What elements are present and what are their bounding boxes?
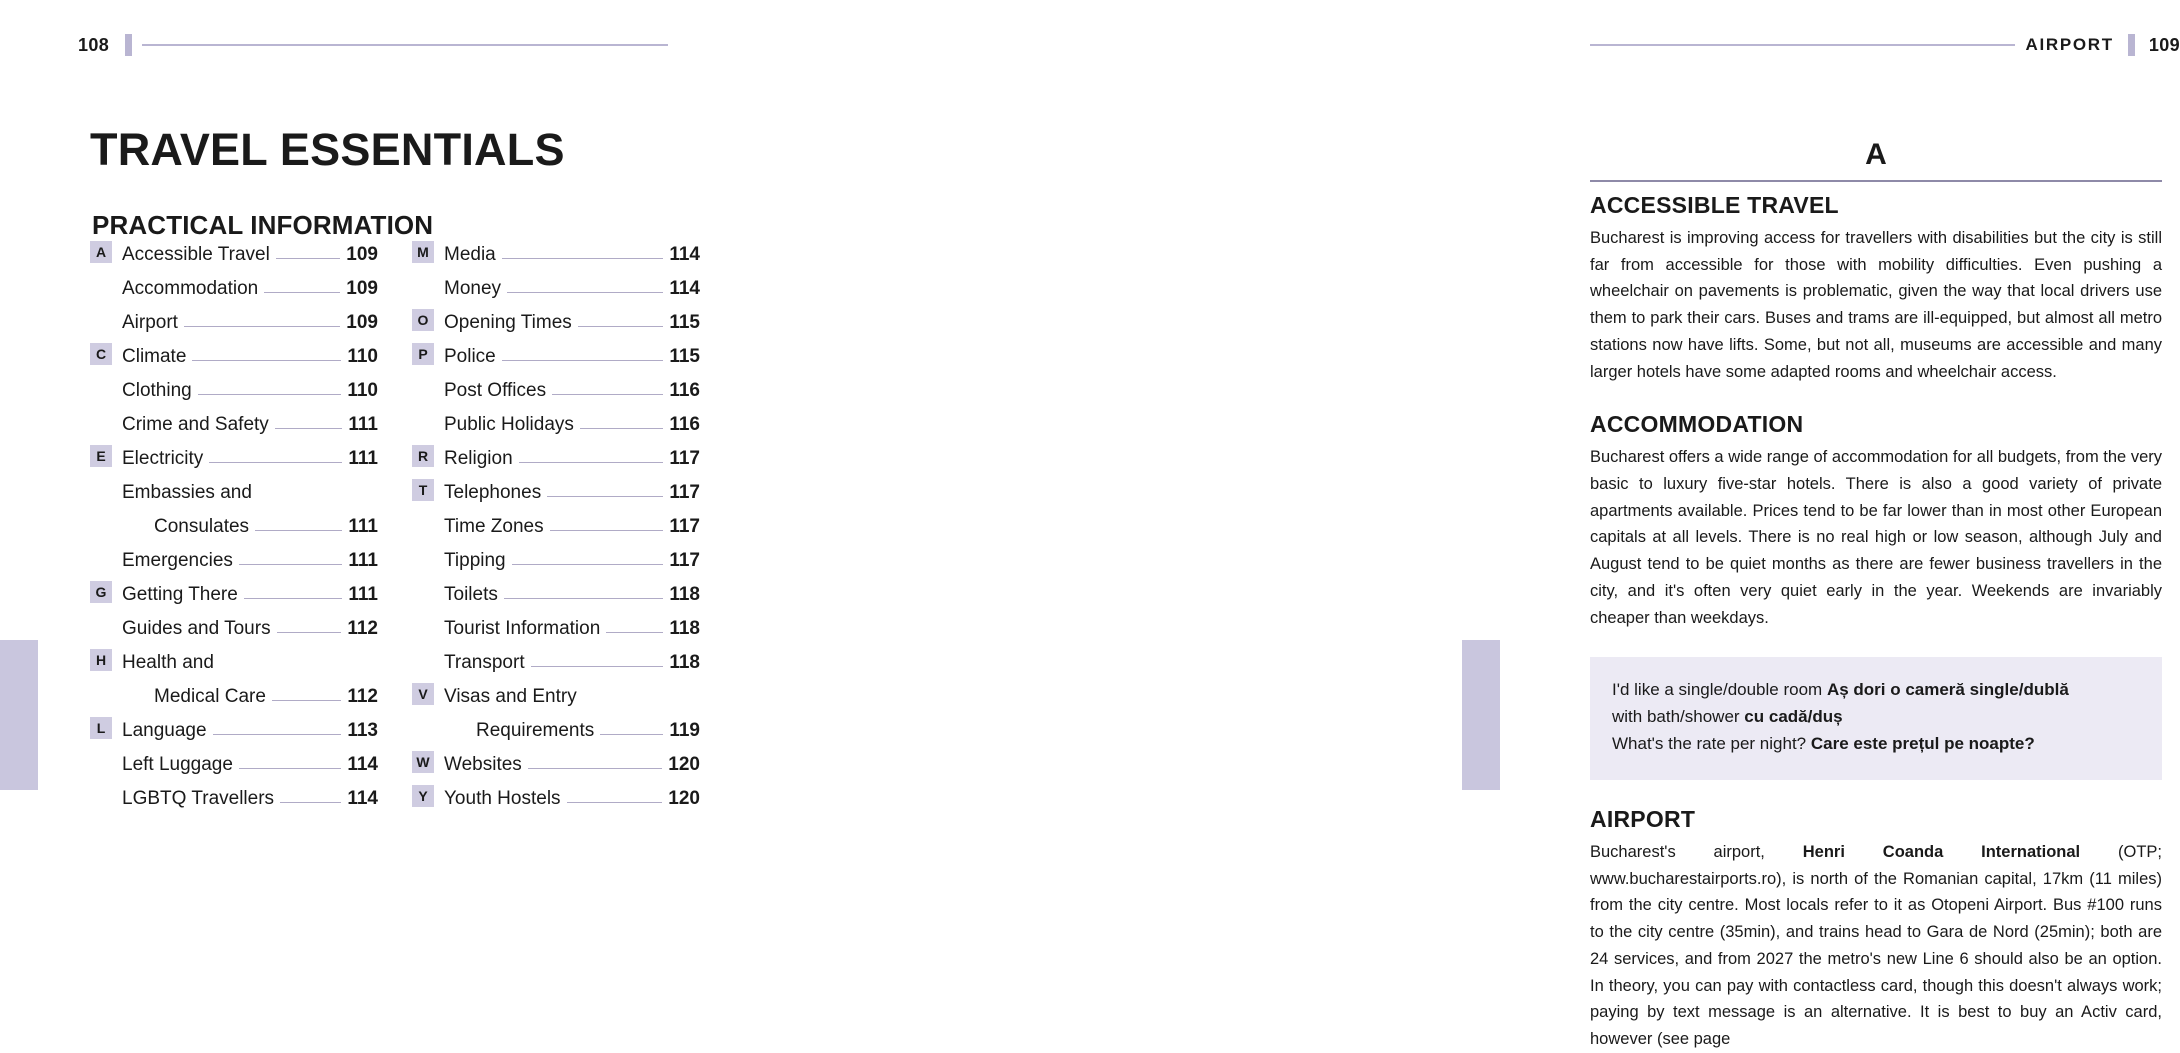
toc-entry[interactable] — [90, 470, 378, 504]
toc-letter-badge: H — [90, 649, 112, 671]
toc-leader-rule — [507, 292, 663, 293]
toc-entry-page: 110 — [347, 346, 378, 367]
toc-entry[interactable] — [412, 300, 700, 334]
toc-entry-label: Requirements — [476, 720, 595, 741]
toc-entry-page: 116 — [669, 414, 700, 435]
toc-entry-page: 117 — [669, 448, 700, 469]
toc-entry[interactable] — [412, 708, 700, 742]
toc-entry-page: 109 — [346, 244, 378, 265]
section-heading-accessible-travel: ACCESSIBLE TRAVEL — [1590, 192, 1839, 218]
toc-entry[interactable] — [90, 776, 378, 810]
toc-leader-rule — [272, 700, 341, 701]
toc-letter-spacer — [412, 513, 434, 535]
right-running-header — [1590, 34, 2180, 56]
toc-entry-label: Left Luggage — [122, 754, 233, 775]
toc-entry[interactable] — [412, 572, 700, 606]
toc-leader-rule — [255, 530, 342, 531]
toc-letter-spacer — [90, 411, 112, 433]
toc-entry-page: 111 — [348, 414, 378, 435]
toc-entry-page: 117 — [669, 516, 700, 537]
toc-entry[interactable] — [412, 504, 700, 538]
phrase-romanian: Care este prețul pe noapte? — [1810, 734, 2035, 754]
toc-leader-rule — [184, 326, 340, 327]
right-page — [750, 0, 2180, 1048]
table-of-contents — [90, 232, 700, 810]
toc-letter-badge: T — [412, 479, 434, 501]
toc-entry-page: 120 — [668, 754, 700, 775]
left-page — [0, 0, 750, 1029]
toc-letter-spacer — [412, 377, 434, 399]
toc-entry-label: Climate — [122, 346, 187, 367]
toc-entry[interactable] — [90, 538, 378, 572]
page-title: TRAVEL ESSENTIALS — [90, 124, 565, 176]
letter-heading-rule — [1590, 180, 2162, 182]
left-running-header — [78, 34, 668, 56]
toc-entry-page: 117 — [669, 550, 700, 571]
toc-entry-label: Health and — [122, 652, 214, 673]
toc-letter-spacer — [412, 275, 434, 297]
toc-entry-page: 112 — [347, 686, 378, 707]
toc-entry-page: 115 — [669, 346, 700, 367]
toc-column-2 — [412, 232, 700, 810]
toc-letter-spacer — [90, 751, 112, 773]
toc-leader-rule — [209, 462, 342, 463]
right-page-body — [1590, 192, 2162, 1053]
phrase-romanian: Aș dori o cameră single/dublă — [1826, 680, 2069, 700]
toc-entry[interactable] — [412, 470, 700, 504]
chapter-name: AIRPORT — [2025, 35, 2114, 54]
toc-entry-page: 117 — [669, 482, 700, 503]
toc-letter-badge: A — [90, 241, 112, 263]
toc-letter-spacer — [90, 309, 112, 331]
toc-entry-label: Airport — [122, 312, 178, 333]
toc-column-1 — [90, 232, 378, 810]
toc-leader-rule — [550, 530, 664, 531]
toc-entry-page: 116 — [669, 380, 700, 401]
toc-letter-spacer — [90, 683, 112, 705]
toc-entry-page: 114 — [669, 244, 700, 265]
header-block-mark — [2128, 34, 2135, 56]
toc-entry[interactable] — [412, 368, 700, 402]
toc-leader-rule — [512, 564, 664, 565]
phrase-english: What's the rate per night? — [1612, 734, 1811, 754]
toc-letter-spacer — [90, 785, 112, 807]
toc-entry-page: 114 — [347, 788, 378, 809]
toc-entry-page: 110 — [347, 380, 378, 401]
toc-letter-spacer — [412, 581, 434, 603]
toc-leader-rule — [275, 428, 343, 429]
toc-letter-badge: P — [412, 343, 434, 365]
toc-leader-rule — [531, 666, 664, 667]
phrase-english: with bath/shower — [1612, 707, 1745, 727]
toc-leader-rule — [277, 632, 342, 633]
toc-entry-label: Crime and Safety — [122, 414, 269, 435]
toc-leader-rule — [552, 394, 663, 395]
toc-entry[interactable] — [412, 538, 700, 572]
toc-leader-rule — [528, 768, 663, 769]
toc-entry-label: Accessible Travel — [122, 244, 270, 265]
toc-entry[interactable] — [412, 436, 700, 470]
toc-entry-label: Time Zones — [444, 516, 544, 537]
toc-entry[interactable] — [412, 674, 700, 708]
toc-entry[interactable] — [90, 742, 378, 776]
toc-entry[interactable] — [90, 572, 378, 606]
toc-leader-rule — [198, 394, 342, 395]
toc-entry-label: Police — [444, 346, 496, 367]
toc-letter-spacer — [90, 513, 112, 535]
toc-letter-badge: G — [90, 581, 112, 603]
toc-entry-label: LGBTQ Travellers — [122, 788, 275, 809]
toc-entry-page: 119 — [669, 720, 700, 741]
toc-entry[interactable] — [90, 436, 378, 470]
phrasebook-box — [1590, 657, 2162, 780]
toc-entry-label: Embassies and — [122, 482, 252, 503]
toc-leader-rule — [213, 734, 342, 735]
toc-leader-rule — [567, 802, 663, 803]
toc-entry[interactable] — [412, 334, 700, 368]
toc-entry-label: Accommodation — [122, 278, 259, 299]
toc-entry[interactable] — [90, 266, 378, 300]
toc-leader-rule — [580, 428, 663, 429]
toc-entry[interactable] — [90, 334, 378, 368]
toc-entry-label: Post Offices — [444, 380, 547, 401]
section-subtitle: PRACTICAL INFORMATION — [92, 209, 434, 240]
toc-entry-page: 111 — [348, 516, 378, 537]
toc-entry-label: Guides and Tours — [122, 618, 271, 639]
toc-leader-rule — [606, 632, 663, 633]
toc-letter-badge: R — [412, 445, 434, 467]
phrase-romanian: cu cadă/duș — [1744, 707, 1843, 727]
toc-entry[interactable] — [412, 606, 700, 640]
header-block-mark — [125, 34, 132, 56]
toc-leader-rule — [502, 258, 664, 259]
right-folio: 109 — [2148, 34, 2180, 55]
toc-entry-label: Electricity — [122, 448, 204, 469]
toc-entry-page: 114 — [347, 754, 378, 775]
toc-entry[interactable] — [90, 708, 378, 742]
toc-entry-page: 109 — [346, 278, 378, 299]
toc-entry-page: 112 — [347, 618, 378, 639]
toc-entry-label: Visas and Entry — [444, 686, 577, 707]
toc-entry-label: Religion — [444, 448, 513, 469]
toc-letter-spacer — [90, 547, 112, 569]
toc-leader-rule — [504, 598, 663, 599]
phrase-line — [1612, 677, 2140, 704]
toc-entry[interactable] — [412, 640, 700, 674]
left-folio: 108 — [78, 34, 110, 55]
toc-leader-rule — [244, 598, 343, 599]
toc-entry[interactable] — [412, 266, 700, 300]
toc-letter-badge: C — [90, 343, 112, 365]
toc-letter-badge: O — [412, 309, 434, 331]
toc-entry[interactable] — [90, 674, 378, 708]
section-body-accommodation: Bucharest offers a wide range of accommodation for all budgets, from the very basic to luxury five-star hotels. There is also a good variety of private apartments available. Prices tend to be far lower than in most other European capitals at all levels. There is no real high or low season, although July and August tend to be quiet months as there are fewer business travellers in the city, and it's often very quiet early in the year. Weekends are invariably cheaper than weekdays. — [1590, 448, 2162, 627]
toc-entry-label: Public Holidays — [444, 414, 574, 435]
toc-letter-spacer — [90, 275, 112, 297]
toc-entry-page: 113 — [347, 720, 378, 741]
toc-leader-rule — [547, 496, 663, 497]
toc-leader-rule — [600, 734, 663, 735]
toc-entry-label: Websites — [444, 754, 522, 775]
toc-leader-rule — [276, 258, 340, 259]
toc-entry-page: 114 — [669, 278, 700, 299]
toc-entry-label: Toilets — [444, 584, 498, 605]
toc-entry[interactable] — [90, 368, 378, 402]
section-heading-accommodation: ACCOMMODATION — [1590, 411, 1804, 438]
airport-name: Henri Coanda International — [1802, 842, 2081, 861]
toc-entry-page: 111 — [348, 584, 378, 605]
toc-leader-rule — [239, 768, 341, 769]
toc-letter-spacer — [412, 717, 434, 739]
header-rule — [142, 44, 668, 46]
section-body-accessible-travel: Bucharest is improving access for travellers with disabilities but the city is still far from accessible for those with mobility difficulties. Even pushing a wheelchair on pavements is problematic, given the way that local drivers use them to park their cars. Buses and trams are ill-equipped, but almost all metro stations now have lifts. Some, but not all, museums are accessible and many larger hotels have some adapted rooms and wheelchair access. — [1590, 229, 2162, 381]
toc-entry-label: Clothing — [122, 380, 192, 401]
toc-entry[interactable] — [90, 232, 378, 266]
toc-leader-rule — [280, 802, 341, 803]
toc-entry-label: Youth Hostels — [444, 788, 561, 809]
toc-entry-page: 111 — [348, 448, 378, 469]
toc-entry-page: 111 — [348, 550, 378, 571]
toc-letter-badge: Y — [412, 785, 434, 807]
toc-entry-label: Telephones — [444, 482, 542, 503]
alphabet-letter-heading: A — [1865, 138, 1887, 171]
toc-letter-spacer — [412, 615, 434, 637]
toc-letter-badge: M — [412, 241, 434, 263]
airport-lead-text: Bucharest's airport, — [1590, 842, 1803, 861]
toc-leader-rule — [502, 360, 664, 361]
phrase-line — [1612, 731, 2140, 758]
toc-letter-spacer — [90, 615, 112, 637]
toc-entry-page: 120 — [668, 788, 700, 809]
toc-entry-label: Opening Times — [444, 312, 572, 333]
toc-letter-badge: L — [90, 717, 112, 739]
toc-letter-badge: V — [412, 683, 434, 705]
toc-letter-badge: E — [90, 445, 112, 467]
toc-leader-rule — [264, 292, 340, 293]
toc-leader-rule — [239, 564, 343, 565]
toc-entry-label: Getting There — [122, 584, 238, 605]
toc-entry-label: Consulates — [154, 516, 250, 537]
toc-entry[interactable] — [90, 300, 378, 334]
toc-entry-label: Transport — [444, 652, 525, 673]
toc-letter-spacer — [412, 411, 434, 433]
toc-entry-label: Language — [122, 720, 207, 741]
toc-leader-rule — [519, 462, 664, 463]
toc-letter-spacer — [90, 479, 112, 501]
phrase-line — [1612, 704, 2140, 731]
toc-letter-spacer — [90, 377, 112, 399]
toc-entry-label: Medical Care — [154, 686, 266, 707]
section-body-airport — [1590, 839, 2162, 1053]
toc-entry[interactable] — [412, 742, 700, 776]
toc-entry-page: 118 — [669, 652, 700, 673]
toc-entry-page: 115 — [669, 312, 700, 333]
toc-entry-label: Money — [444, 278, 502, 299]
toc-entry[interactable] — [90, 640, 378, 674]
phrase-english: I'd like a single/double room — [1612, 680, 1827, 700]
toc-entry[interactable] — [412, 402, 700, 436]
header-rule — [1590, 44, 2015, 46]
toc-letter-spacer — [412, 547, 434, 569]
section-heading-airport: AIRPORT — [1590, 805, 1696, 832]
toc-letter-spacer — [412, 649, 434, 671]
toc-entry[interactable] — [90, 402, 378, 436]
toc-entry-page: 118 — [669, 618, 700, 639]
toc-entry-label: Emergencies — [122, 550, 233, 571]
toc-entry-label: Tipping — [444, 550, 506, 571]
toc-entry[interactable] — [90, 606, 378, 640]
toc-entry[interactable] — [412, 232, 700, 266]
toc-entry-page: 109 — [346, 312, 378, 333]
toc-entry[interactable] — [412, 776, 700, 810]
toc-letter-badge: W — [412, 751, 434, 773]
toc-entry-label: Tourist Information — [444, 618, 601, 639]
toc-entry-page: 118 — [669, 584, 700, 605]
toc-leader-rule — [192, 360, 341, 361]
toc-leader-rule — [578, 326, 664, 327]
toc-entry[interactable] — [90, 504, 378, 538]
airport-rest-text: (OTP; www.bucharestairports.ro), is north of the Romanian capital, 17km (11 miles) from the city centre. Most locals refer to it as Otopeni Airport. Bus #100 runs to the city centre (35min), and trains head to Gara de Nord (25min); both are 24 services, and from 2027 the metro's new Line 6 should also be an option. In theory, you can pay with contactless card, though this doesn't always work; paying by text message is an alternative. It is best to buy an Activ card, however (see page — [1590, 842, 2162, 1048]
toc-entry-label: Media — [444, 244, 496, 265]
